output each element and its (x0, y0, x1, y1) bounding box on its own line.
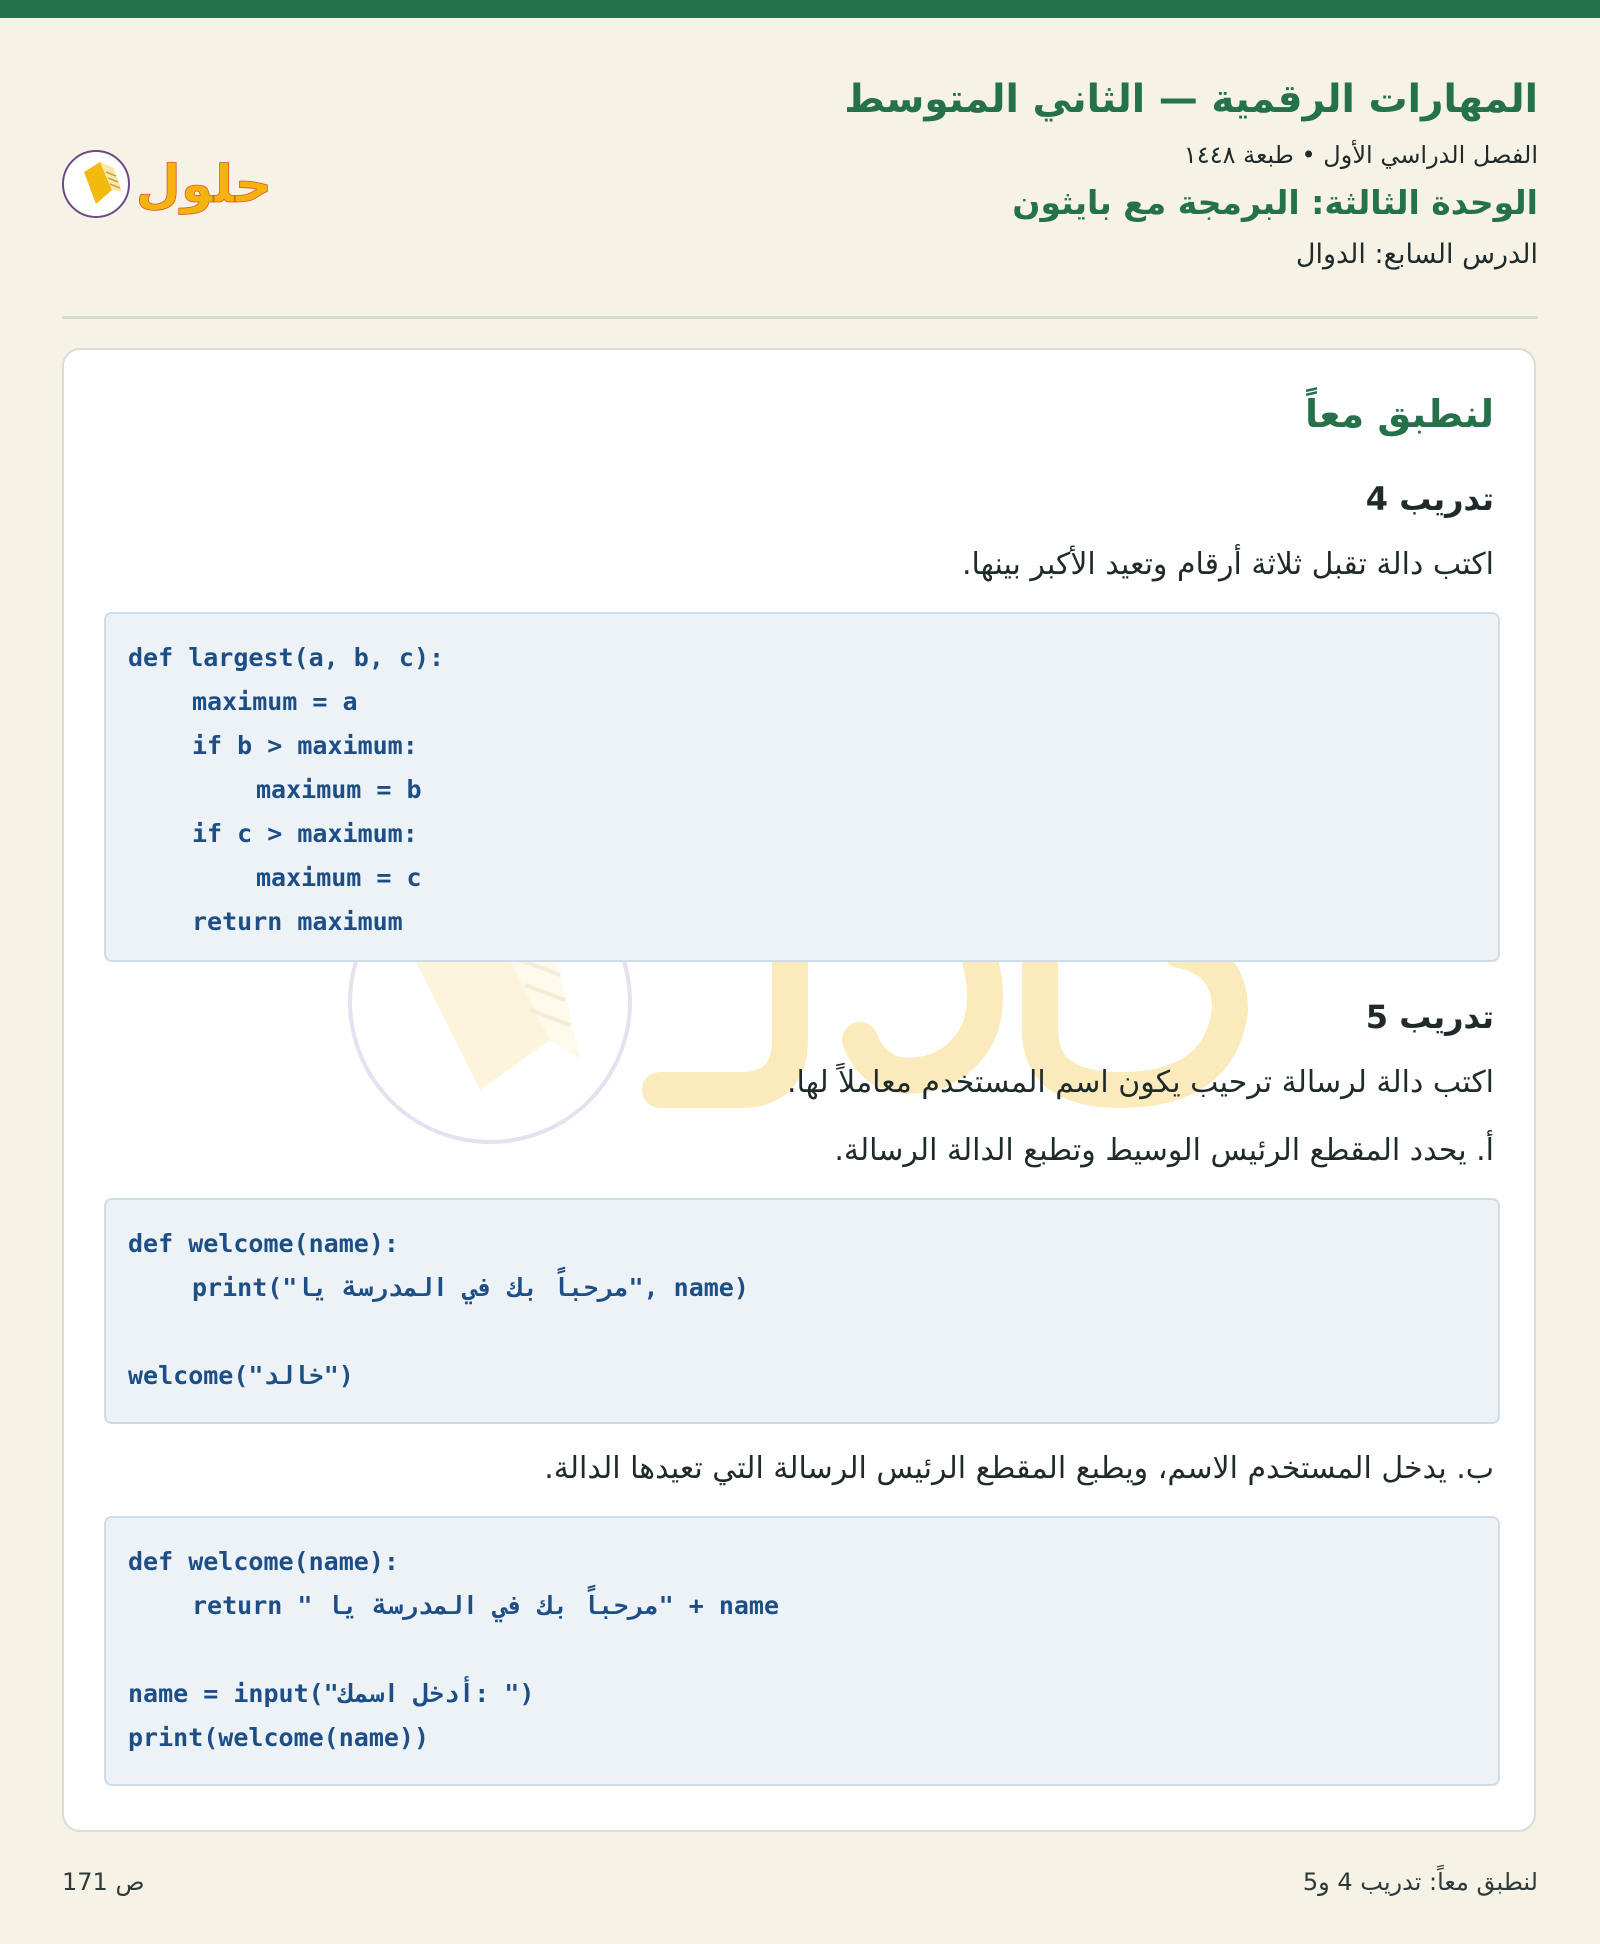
exercise-5-title: تدريب 5 (1365, 998, 1494, 1036)
code-line: print(welcome(name)) (128, 1723, 430, 1752)
code-line: maximum = a (192, 687, 358, 716)
exercise-5-prompt: اكتب دالة لرسالة ترحيب يكون اسم المستخدم معاملاً لها. (787, 1065, 1494, 1100)
code-blank-line (128, 1628, 1476, 1672)
code-block-exercise-5a (104, 1198, 1500, 1424)
code-line: def welcome(name): (128, 1229, 399, 1258)
code-line: def largest(a, b, c): (128, 643, 445, 672)
code-line: name = input("أدخل اسمك: ") (128, 1679, 535, 1708)
book-icon (63, 151, 129, 217)
lesson-title: الدرس السابع: الدوال (1295, 239, 1538, 270)
page-header (62, 70, 1538, 318)
footer-section-label: لنطبق معاً: تدريب 4 و5 (1302, 1868, 1538, 1896)
exercise-4-title: تدريب 4 (1365, 480, 1494, 518)
subject-title: المهارات الرقمية — الثاني المتوسط (844, 77, 1538, 122)
publisher-logo (62, 132, 282, 222)
code-block-exercise-5b (104, 1516, 1500, 1786)
header-text (844, 70, 1538, 280)
footer-page-number: ص 171 (62, 1868, 145, 1896)
code-line: if b > maximum: (192, 731, 418, 760)
exercise-5-part-a: أ. يحدد المقطع الرئيس الوسيط وتطبع الدالة الرسالة. (834, 1133, 1494, 1168)
code-line: welcome("خالد") (128, 1361, 354, 1390)
unit-title: الوحدة الثالثة: البرمجة مع بايثون (1012, 183, 1538, 222)
code-line: print("مرحباً بك في المدرسة يا", name) (192, 1273, 749, 1302)
logo-wordmark: حلول (135, 155, 273, 215)
top-accent-bar (0, 0, 1600, 18)
code-line: if c > maximum: (192, 819, 418, 848)
code-line: maximum = c (256, 863, 422, 892)
code-line: return maximum (192, 907, 403, 936)
code-line: def welcome(name): (128, 1547, 399, 1576)
code-blank-line (128, 1310, 1476, 1354)
header-divider (62, 316, 1538, 319)
exercise-4-prompt: اكتب دالة تقبل ثلاثة أرقام وتعيد الأكبر بينها. (961, 547, 1494, 582)
code-line: maximum = b (256, 775, 422, 804)
edition-line: الفصل الدراسي الأول • طبعة ١٤٤٨ (1183, 141, 1538, 169)
exercise-5-part-b: ب. يدخل المستخدم الاسم، ويطبع المقطع الرئيس الرسالة التي تعيدها الدالة. (544, 1451, 1494, 1486)
code-line: return " مرحباً بك في المدرسة يا" + name (192, 1591, 780, 1620)
code-block-exercise-4 (104, 612, 1500, 962)
exercise-card (62, 348, 1536, 1832)
section-heading: لنطبق معاً (1304, 392, 1494, 436)
